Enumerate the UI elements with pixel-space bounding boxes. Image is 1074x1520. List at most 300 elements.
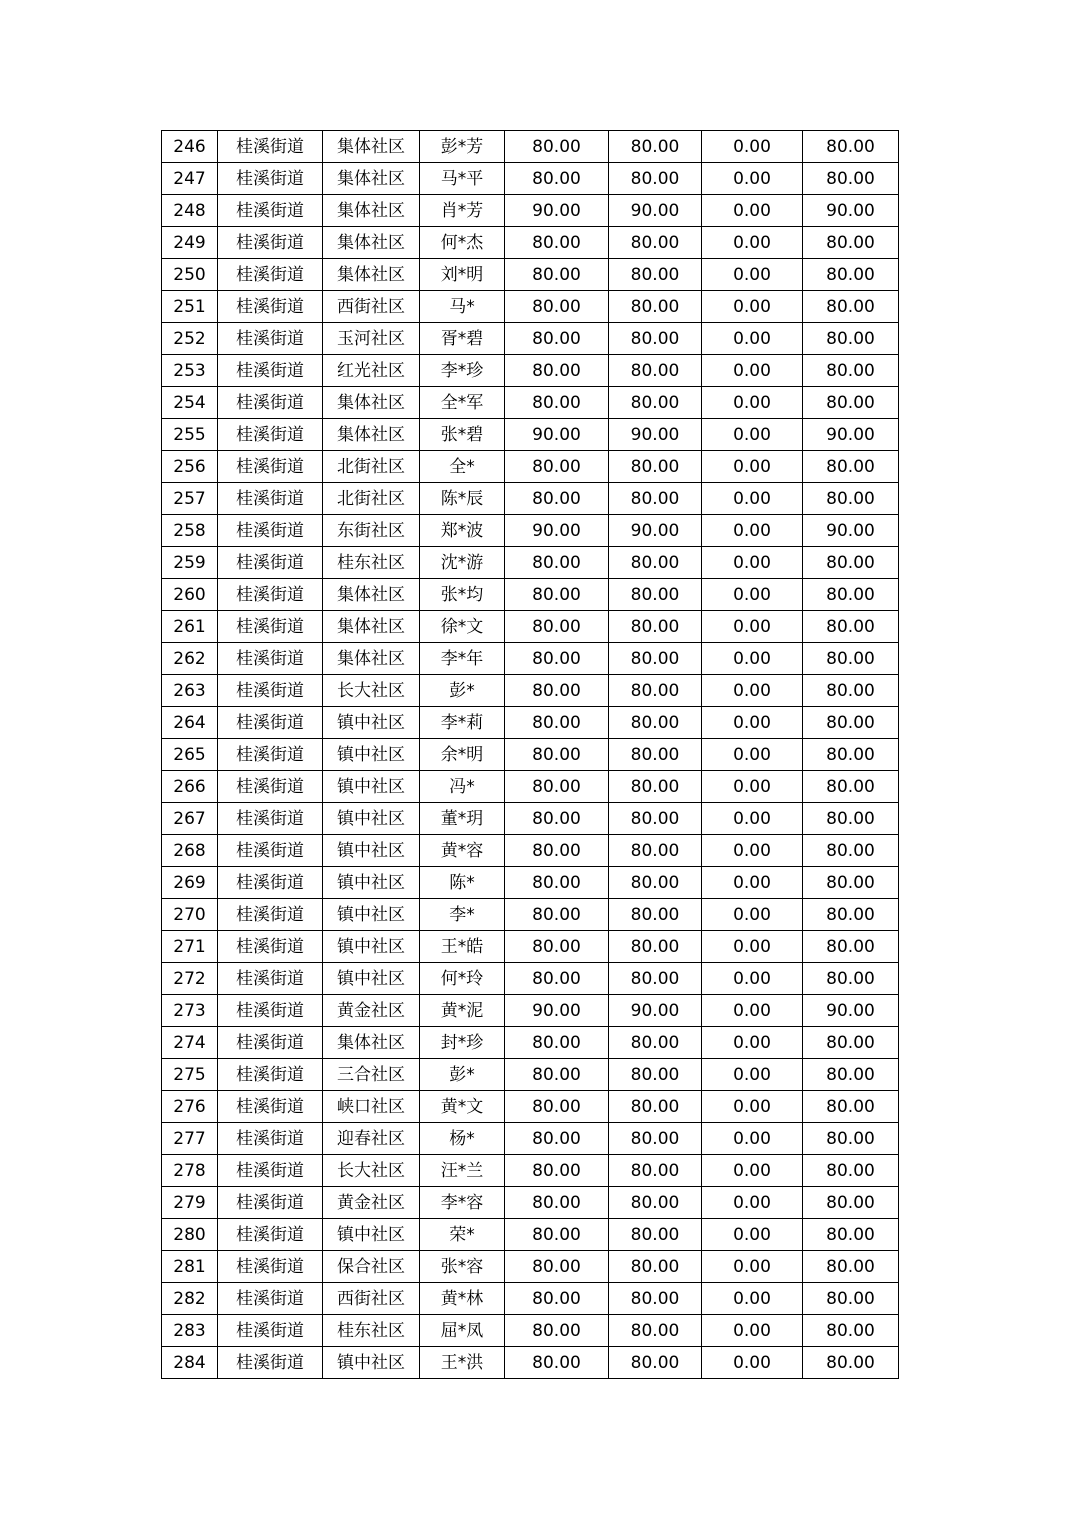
name-cell: 全*军	[420, 387, 505, 419]
community-cell: 保合社区	[323, 1251, 420, 1283]
amount-cell: 80.00	[609, 707, 702, 739]
amount-cell: 90.00	[505, 995, 609, 1027]
amount-cell: 0.00	[702, 259, 803, 291]
street-cell: 桂溪街道	[218, 451, 323, 483]
table-body	[162, 131, 899, 1379]
amount-cell: 80.00	[505, 771, 609, 803]
amount-cell: 80.00	[505, 387, 609, 419]
amount-cell: 90.00	[505, 195, 609, 227]
community-cell: 黄金社区	[323, 1187, 420, 1219]
table-row	[162, 995, 899, 1027]
amount-cell: 80.00	[803, 1027, 899, 1059]
community-cell: 桂东社区	[323, 547, 420, 579]
amount-cell: 80.00	[609, 739, 702, 771]
street-cell: 桂溪街道	[218, 547, 323, 579]
amount-cell: 0.00	[702, 1059, 803, 1091]
street-cell: 桂溪街道	[218, 1219, 323, 1251]
table-row	[162, 643, 899, 675]
amount-cell: 80.00	[609, 259, 702, 291]
row-number-cell: 252	[162, 323, 218, 355]
amount-cell: 0.00	[702, 867, 803, 899]
community-cell: 镇中社区	[323, 739, 420, 771]
community-cell: 集体社区	[323, 387, 420, 419]
amount-cell: 80.00	[803, 1315, 899, 1347]
community-cell: 集体社区	[323, 227, 420, 259]
row-number-cell: 246	[162, 131, 218, 163]
table-row	[162, 451, 899, 483]
name-cell: 陈*辰	[420, 483, 505, 515]
amount-cell: 80.00	[609, 1219, 702, 1251]
table-row	[162, 1155, 899, 1187]
street-cell: 桂溪街道	[218, 163, 323, 195]
community-cell: 集体社区	[323, 131, 420, 163]
table-row	[162, 483, 899, 515]
amount-cell: 80.00	[803, 1059, 899, 1091]
row-number-cell: 284	[162, 1347, 218, 1379]
amount-cell: 80.00	[505, 1091, 609, 1123]
street-cell: 桂溪街道	[218, 131, 323, 163]
amount-cell: 0.00	[702, 995, 803, 1027]
amount-cell: 80.00	[505, 963, 609, 995]
amount-cell: 0.00	[702, 1283, 803, 1315]
table-row	[162, 611, 899, 643]
table-row	[162, 739, 899, 771]
table-row	[162, 579, 899, 611]
amount-cell: 80.00	[803, 675, 899, 707]
row-number-cell: 272	[162, 963, 218, 995]
amount-cell: 80.00	[803, 739, 899, 771]
amount-cell: 80.00	[609, 835, 702, 867]
subsidy-table	[161, 130, 899, 1379]
row-number-cell: 253	[162, 355, 218, 387]
amount-cell: 80.00	[505, 1187, 609, 1219]
row-number-cell: 269	[162, 867, 218, 899]
amount-cell: 80.00	[803, 1219, 899, 1251]
amount-cell: 0.00	[702, 1315, 803, 1347]
amount-cell: 80.00	[505, 1219, 609, 1251]
amount-cell: 0.00	[702, 227, 803, 259]
amount-cell: 0.00	[702, 1251, 803, 1283]
amount-cell: 0.00	[702, 387, 803, 419]
amount-cell: 0.00	[702, 675, 803, 707]
amount-cell: 80.00	[505, 1347, 609, 1379]
table-row	[162, 419, 899, 451]
row-number-cell: 279	[162, 1187, 218, 1219]
community-cell: 镇中社区	[323, 867, 420, 899]
community-cell: 镇中社区	[323, 835, 420, 867]
name-cell: 马*平	[420, 163, 505, 195]
row-number-cell: 283	[162, 1315, 218, 1347]
amount-cell: 80.00	[609, 387, 702, 419]
amount-cell: 90.00	[803, 995, 899, 1027]
row-number-cell: 273	[162, 995, 218, 1027]
amount-cell: 80.00	[609, 1123, 702, 1155]
row-number-cell: 247	[162, 163, 218, 195]
amount-cell: 0.00	[702, 515, 803, 547]
amount-cell: 80.00	[803, 931, 899, 963]
amount-cell: 80.00	[505, 1155, 609, 1187]
amount-cell: 80.00	[609, 547, 702, 579]
row-number-cell: 260	[162, 579, 218, 611]
amount-cell: 0.00	[702, 1187, 803, 1219]
amount-cell: 80.00	[803, 1251, 899, 1283]
amount-cell: 80.00	[803, 131, 899, 163]
table-row	[162, 227, 899, 259]
amount-cell: 80.00	[609, 227, 702, 259]
amount-cell: 80.00	[505, 643, 609, 675]
amount-cell: 80.00	[505, 483, 609, 515]
amount-cell: 90.00	[609, 995, 702, 1027]
name-cell: 陈*	[420, 867, 505, 899]
amount-cell: 80.00	[609, 483, 702, 515]
name-cell: 杨*	[420, 1123, 505, 1155]
row-number-cell: 248	[162, 195, 218, 227]
amount-cell: 80.00	[505, 131, 609, 163]
amount-cell: 80.00	[609, 675, 702, 707]
name-cell: 李*珍	[420, 355, 505, 387]
name-cell: 彭*芳	[420, 131, 505, 163]
row-number-cell: 275	[162, 1059, 218, 1091]
community-cell: 桂东社区	[323, 1315, 420, 1347]
amount-cell: 0.00	[702, 547, 803, 579]
table-row	[162, 163, 899, 195]
table-row	[162, 1219, 899, 1251]
street-cell: 桂溪街道	[218, 1123, 323, 1155]
amount-cell: 80.00	[803, 387, 899, 419]
amount-cell: 80.00	[505, 899, 609, 931]
table-row	[162, 675, 899, 707]
street-cell: 桂溪街道	[218, 419, 323, 451]
amount-cell: 0.00	[702, 611, 803, 643]
row-number-cell: 254	[162, 387, 218, 419]
row-number-cell: 255	[162, 419, 218, 451]
name-cell: 彭*	[420, 1059, 505, 1091]
amount-cell: 0.00	[702, 291, 803, 323]
amount-cell: 80.00	[803, 259, 899, 291]
row-number-cell: 267	[162, 803, 218, 835]
row-number-cell: 257	[162, 483, 218, 515]
name-cell: 封*珍	[420, 1027, 505, 1059]
table-row	[162, 803, 899, 835]
name-cell: 张*碧	[420, 419, 505, 451]
row-number-cell: 270	[162, 899, 218, 931]
amount-cell: 0.00	[702, 195, 803, 227]
community-cell: 集体社区	[323, 419, 420, 451]
amount-cell: 80.00	[609, 803, 702, 835]
amount-cell: 90.00	[505, 515, 609, 547]
amount-cell: 80.00	[803, 611, 899, 643]
amount-cell: 80.00	[803, 1283, 899, 1315]
street-cell: 桂溪街道	[218, 1283, 323, 1315]
amount-cell: 80.00	[803, 707, 899, 739]
row-number-cell: 261	[162, 611, 218, 643]
amount-cell: 80.00	[609, 931, 702, 963]
table-row	[162, 899, 899, 931]
street-cell: 桂溪街道	[218, 1155, 323, 1187]
amount-cell: 80.00	[609, 1251, 702, 1283]
street-cell: 桂溪街道	[218, 483, 323, 515]
amount-cell: 0.00	[702, 707, 803, 739]
amount-cell: 80.00	[609, 579, 702, 611]
community-cell: 集体社区	[323, 163, 420, 195]
amount-cell: 80.00	[505, 1251, 609, 1283]
community-cell: 西街社区	[323, 291, 420, 323]
name-cell: 胥*碧	[420, 323, 505, 355]
amount-cell: 80.00	[609, 643, 702, 675]
amount-cell: 80.00	[803, 547, 899, 579]
amount-cell: 80.00	[609, 1155, 702, 1187]
community-cell: 红光社区	[323, 355, 420, 387]
row-number-cell: 250	[162, 259, 218, 291]
amount-cell: 0.00	[702, 931, 803, 963]
name-cell: 冯*	[420, 771, 505, 803]
amount-cell: 0.00	[702, 131, 803, 163]
street-cell: 桂溪街道	[218, 707, 323, 739]
table-row	[162, 259, 899, 291]
row-number-cell: 282	[162, 1283, 218, 1315]
amount-cell: 80.00	[609, 163, 702, 195]
amount-cell: 80.00	[505, 803, 609, 835]
amount-cell: 90.00	[803, 515, 899, 547]
amount-cell: 80.00	[505, 1315, 609, 1347]
amount-cell: 0.00	[702, 1027, 803, 1059]
row-number-cell: 251	[162, 291, 218, 323]
amount-cell: 0.00	[702, 419, 803, 451]
row-number-cell: 266	[162, 771, 218, 803]
row-number-cell: 249	[162, 227, 218, 259]
street-cell: 桂溪街道	[218, 291, 323, 323]
amount-cell: 80.00	[803, 771, 899, 803]
amount-cell: 80.00	[505, 867, 609, 899]
community-cell: 黄金社区	[323, 995, 420, 1027]
amount-cell: 80.00	[803, 355, 899, 387]
amount-cell: 80.00	[505, 1059, 609, 1091]
amount-cell: 90.00	[505, 419, 609, 451]
name-cell: 彭*	[420, 675, 505, 707]
street-cell: 桂溪街道	[218, 355, 323, 387]
amount-cell: 80.00	[609, 867, 702, 899]
community-cell: 镇中社区	[323, 931, 420, 963]
street-cell: 桂溪街道	[218, 835, 323, 867]
amount-cell: 80.00	[803, 867, 899, 899]
street-cell: 桂溪街道	[218, 1091, 323, 1123]
amount-cell: 80.00	[505, 707, 609, 739]
amount-cell: 80.00	[803, 643, 899, 675]
community-cell: 长大社区	[323, 675, 420, 707]
row-number-cell: 281	[162, 1251, 218, 1283]
name-cell: 黄*林	[420, 1283, 505, 1315]
table-row	[162, 355, 899, 387]
amount-cell: 0.00	[702, 1155, 803, 1187]
amount-cell: 80.00	[505, 739, 609, 771]
row-number-cell: 278	[162, 1155, 218, 1187]
amount-cell: 80.00	[609, 771, 702, 803]
street-cell: 桂溪街道	[218, 995, 323, 1027]
row-number-cell: 276	[162, 1091, 218, 1123]
amount-cell: 80.00	[609, 1283, 702, 1315]
row-number-cell: 265	[162, 739, 218, 771]
name-cell: 马*	[420, 291, 505, 323]
amount-cell: 0.00	[702, 835, 803, 867]
street-cell: 桂溪街道	[218, 675, 323, 707]
street-cell: 桂溪街道	[218, 1315, 323, 1347]
amount-cell: 0.00	[702, 771, 803, 803]
amount-cell: 80.00	[505, 547, 609, 579]
street-cell: 桂溪街道	[218, 1059, 323, 1091]
amount-cell: 80.00	[505, 1123, 609, 1155]
amount-cell: 80.00	[803, 163, 899, 195]
amount-cell: 0.00	[702, 355, 803, 387]
community-cell: 长大社区	[323, 1155, 420, 1187]
amount-cell: 80.00	[505, 163, 609, 195]
name-cell: 沈*游	[420, 547, 505, 579]
community-cell: 集体社区	[323, 643, 420, 675]
name-cell: 何*玲	[420, 963, 505, 995]
amount-cell: 80.00	[505, 931, 609, 963]
street-cell: 桂溪街道	[218, 1251, 323, 1283]
amount-cell: 80.00	[803, 579, 899, 611]
table-row	[162, 1123, 899, 1155]
table-row	[162, 1027, 899, 1059]
community-cell: 集体社区	[323, 1027, 420, 1059]
table-row	[162, 931, 899, 963]
name-cell: 李*莉	[420, 707, 505, 739]
amount-cell: 90.00	[609, 419, 702, 451]
amount-cell: 0.00	[702, 579, 803, 611]
street-cell: 桂溪街道	[218, 515, 323, 547]
name-cell: 余*明	[420, 739, 505, 771]
table-row	[162, 1187, 899, 1219]
amount-cell: 80.00	[803, 1347, 899, 1379]
amount-cell: 80.00	[803, 291, 899, 323]
community-cell: 北街社区	[323, 451, 420, 483]
street-cell: 桂溪街道	[218, 227, 323, 259]
name-cell: 董*玥	[420, 803, 505, 835]
street-cell: 桂溪街道	[218, 931, 323, 963]
community-cell: 集体社区	[323, 579, 420, 611]
name-cell: 李*年	[420, 643, 505, 675]
community-cell: 集体社区	[323, 259, 420, 291]
amount-cell: 80.00	[803, 835, 899, 867]
amount-cell: 80.00	[803, 227, 899, 259]
row-number-cell: 259	[162, 547, 218, 579]
table-row	[162, 195, 899, 227]
community-cell: 集体社区	[323, 611, 420, 643]
row-number-cell: 258	[162, 515, 218, 547]
name-cell: 李*	[420, 899, 505, 931]
amount-cell: 80.00	[609, 1315, 702, 1347]
amount-cell: 0.00	[702, 1091, 803, 1123]
amount-cell: 80.00	[803, 1155, 899, 1187]
amount-cell: 90.00	[803, 419, 899, 451]
table-row	[162, 387, 899, 419]
name-cell: 黄*泥	[420, 995, 505, 1027]
community-cell: 镇中社区	[323, 771, 420, 803]
amount-cell: 80.00	[505, 291, 609, 323]
table-row	[162, 1315, 899, 1347]
amount-cell: 0.00	[702, 1123, 803, 1155]
amount-cell: 80.00	[609, 1059, 702, 1091]
community-cell: 镇中社区	[323, 1219, 420, 1251]
street-cell: 桂溪街道	[218, 1187, 323, 1219]
table-row	[162, 1283, 899, 1315]
amount-cell: 80.00	[609, 1027, 702, 1059]
amount-cell: 80.00	[803, 451, 899, 483]
amount-cell: 90.00	[609, 195, 702, 227]
amount-cell: 80.00	[609, 131, 702, 163]
street-cell: 桂溪街道	[218, 771, 323, 803]
amount-cell: 0.00	[702, 963, 803, 995]
table-row	[162, 1251, 899, 1283]
amount-cell: 80.00	[803, 899, 899, 931]
name-cell: 屈*凤	[420, 1315, 505, 1347]
row-number-cell: 280	[162, 1219, 218, 1251]
row-number-cell: 256	[162, 451, 218, 483]
street-cell: 桂溪街道	[218, 643, 323, 675]
table-row	[162, 131, 899, 163]
street-cell: 桂溪街道	[218, 259, 323, 291]
name-cell: 全*	[420, 451, 505, 483]
amount-cell: 80.00	[505, 611, 609, 643]
amount-cell: 80.00	[609, 355, 702, 387]
table-row	[162, 1091, 899, 1123]
name-cell: 刘*明	[420, 259, 505, 291]
street-cell: 桂溪街道	[218, 1027, 323, 1059]
name-cell: 王*皓	[420, 931, 505, 963]
community-cell: 集体社区	[323, 195, 420, 227]
table-row	[162, 835, 899, 867]
amount-cell: 80.00	[505, 259, 609, 291]
row-number-cell: 277	[162, 1123, 218, 1155]
street-cell: 桂溪街道	[218, 739, 323, 771]
amount-cell: 0.00	[702, 483, 803, 515]
amount-cell: 80.00	[803, 1091, 899, 1123]
name-cell: 徐*文	[420, 611, 505, 643]
amount-cell: 80.00	[505, 675, 609, 707]
amount-cell: 80.00	[505, 1283, 609, 1315]
name-cell: 王*洪	[420, 1347, 505, 1379]
table-row	[162, 547, 899, 579]
amount-cell: 0.00	[702, 899, 803, 931]
amount-cell: 90.00	[609, 515, 702, 547]
amount-cell: 80.00	[609, 1347, 702, 1379]
community-cell: 三合社区	[323, 1059, 420, 1091]
table-row	[162, 963, 899, 995]
community-cell: 镇中社区	[323, 963, 420, 995]
street-cell: 桂溪街道	[218, 867, 323, 899]
amount-cell: 90.00	[803, 195, 899, 227]
table-row	[162, 515, 899, 547]
amount-cell: 80.00	[505, 323, 609, 355]
community-cell: 西街社区	[323, 1283, 420, 1315]
community-cell: 峡口社区	[323, 1091, 420, 1123]
amount-cell: 80.00	[505, 835, 609, 867]
street-cell: 桂溪街道	[218, 963, 323, 995]
amount-cell: 0.00	[702, 323, 803, 355]
row-number-cell: 268	[162, 835, 218, 867]
row-number-cell: 271	[162, 931, 218, 963]
amount-cell: 80.00	[609, 451, 702, 483]
community-cell: 迎春社区	[323, 1123, 420, 1155]
street-cell: 桂溪街道	[218, 579, 323, 611]
community-cell: 北街社区	[323, 483, 420, 515]
amount-cell: 80.00	[505, 355, 609, 387]
amount-cell: 80.00	[803, 483, 899, 515]
name-cell: 张*容	[420, 1251, 505, 1283]
row-number-cell: 263	[162, 675, 218, 707]
amount-cell: 80.00	[609, 323, 702, 355]
amount-cell: 80.00	[609, 1091, 702, 1123]
